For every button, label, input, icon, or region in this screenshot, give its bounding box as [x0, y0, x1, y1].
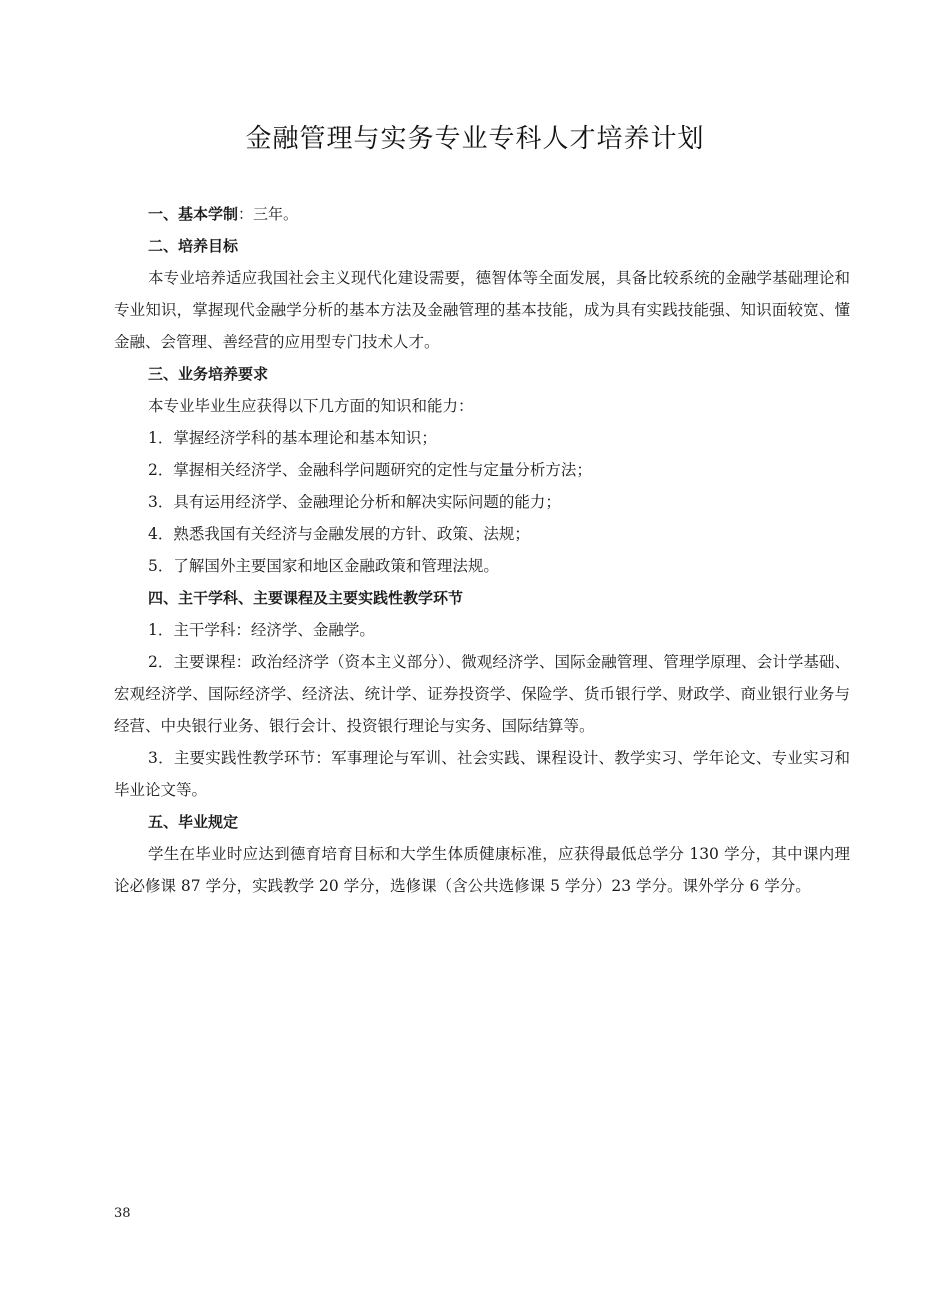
requirement-item: 3．具有运用经济学、金融理论分析和解决实际问题的能力；: [148, 493, 561, 511]
requirement-item: 4．熟悉我国有关经济与金融发展的方针、政策、法规；: [148, 525, 530, 543]
section-value: ：三年。: [238, 205, 299, 223]
requirement-item: 2．掌握相关经济学、金融科学问题研究的定性与定量分析方法；: [148, 461, 592, 479]
section-heading: 一、基本学制: [148, 205, 239, 223]
section-basic-duration: [114, 198, 850, 230]
section-heading-text: 四、主干学科、主要课程及主要实践性教学环节: [148, 589, 464, 607]
document-body: [114, 198, 850, 902]
section-heading-text: 三、业务培养要求: [148, 365, 269, 383]
section-heading-requirements: [114, 358, 850, 390]
requirement-item: 5．了解国外主要国家和地区金融政策和管理法规。: [148, 557, 499, 575]
objectives-paragraph: 本专业培养适应我国社会主义现代化建设需要，德智体等全面发展，具备比较系统的金融学基础理论和专业知识，掌握现代金融学分析的基本方法及金融管理的基本技能，成为具有实践技能强、知识面较宽、懂金融、会管理、善经营的应用型专门技术人才。: [114, 269, 850, 351]
section-heading-objectives: [114, 230, 850, 262]
practical-links-paragraph: 3．主要实践性教学环节：军事理论与军训、社会实践、课程设计、教学实习、学年论文、专业实习和毕业论文等。: [114, 749, 850, 799]
document-title: 金融管理与实务专业专科人才培养计划: [245, 124, 705, 154]
section-heading-graduation: [114, 806, 850, 838]
main-courses-paragraph: 2．主要课程：政治经济学（资本主义部分）、微观经济学、国际金融管理、管理学原理、会计学基础、宏观经济学、国际经济学、经济法、统计学、证券投资学、保险学、货币银行学、财政学、商业银行业务与经营、中央银行业务、银行会计、投资银行理论与实务、国际结算等。: [114, 653, 850, 735]
section-heading-text: 五、毕业规定: [148, 813, 239, 831]
section-heading-text: 二、培养目标: [148, 237, 239, 255]
requirement-item: 1．掌握经济学科的基本理论和基本知识；: [148, 429, 437, 447]
section-heading-courses: [114, 582, 850, 614]
main-disciplines: 1．主干学科：经济学、金融学。: [148, 621, 375, 639]
page-number: 38: [114, 1206, 131, 1221]
requirements-intro: 本专业毕业生应获得以下几方面的知识和能力：: [148, 397, 474, 415]
graduation-paragraph: 学生在毕业时应达到德育培育目标和大学生体质健康标准，应获得最低总学分 130 学分，其中课内理论必修课 87 学分，实践教学 20 学分，选修课（含公共选修课 5 学分）23 学分。课外学分 6 学分。: [114, 845, 850, 895]
